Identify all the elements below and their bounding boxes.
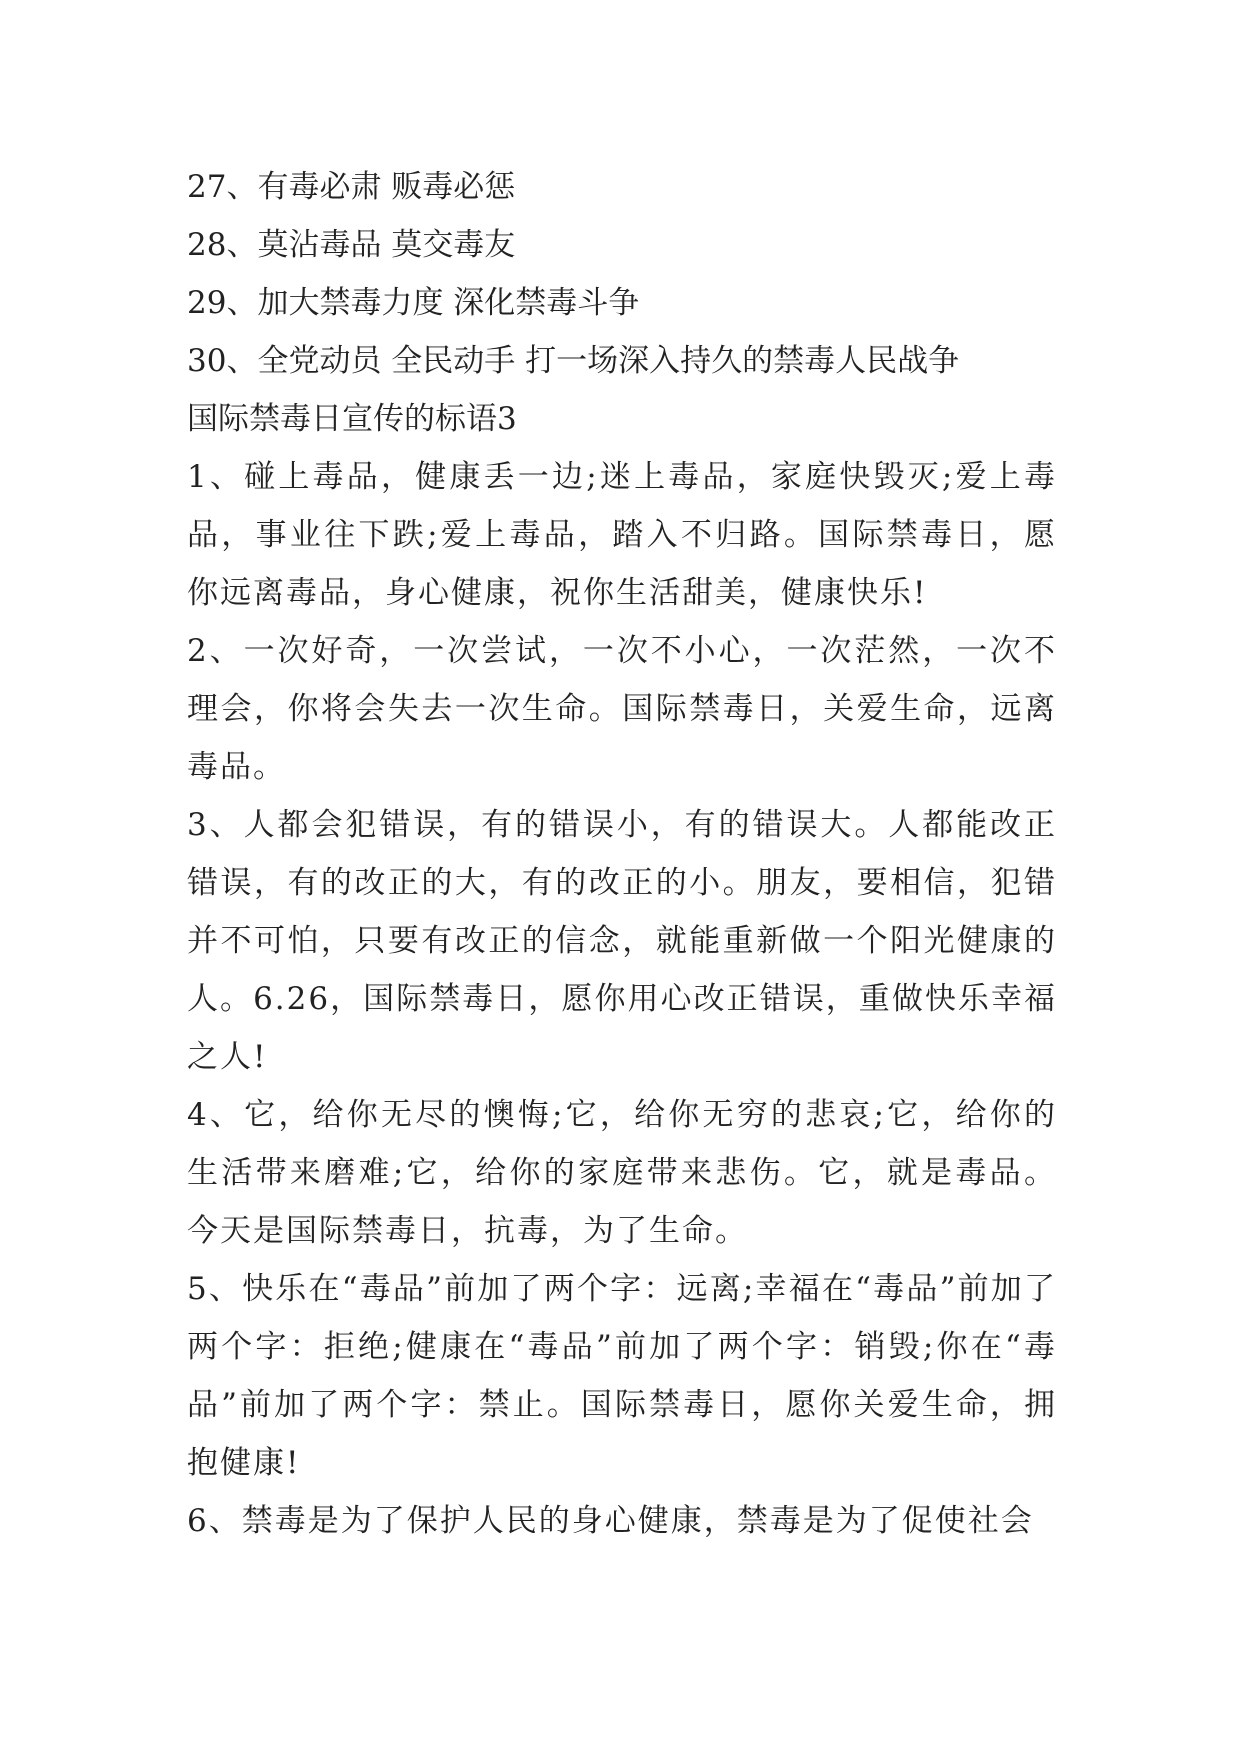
slogan-28: 28、莫沾毒品 莫交毒友 xyxy=(187,227,516,263)
paragraph-6: 6、禁毒是为了保护人民的身心健康，禁毒是为了促使社会 xyxy=(187,1503,1034,1539)
paragraph-5: 5、快乐在“毒品”前加了两个字：远离;幸福在“毒品”前加了两个字：拒绝;健康在“毒品”前加了两个字：销毁;你在“毒品”前加了两个字：禁止。国际禁毒日，愿你关爱生命，拥抱健康! xyxy=(187,1271,1057,1481)
paragraph-1: 1、碰上毒品，健康丢一边;迷上毒品，家庭快毁灭;爱上毒品，事业往下跌;爱上毒品，踏入不归路。国际禁毒日，愿你远离毒品，身心健康，祝你生活甜美，健康快乐! xyxy=(187,459,1057,611)
paragraph-2: 2、一次好奇，一次尝试，一次不小心，一次茫然，一次不理会，你将会失去一次生命。国际禁毒日，关爱生命，远离毒品。 xyxy=(187,633,1057,785)
document-page xyxy=(187,158,1057,1550)
paragraph-4: 4、它，给你无尽的懊悔;它，给你无穷的悲哀;它，给你的生活带来磨难;它，给你的家庭带来悲伤。它，就是毒品。今天是国际禁毒日，抗毒，为了生命。 xyxy=(187,1097,1057,1249)
slogan-30: 30、全党动员 全民动手 打一场深入持久的禁毒人民战争 xyxy=(187,343,960,379)
paragraph-3: 3、人都会犯错误，有的错误小，有的错误大。人都能改正错误，有的改正的大，有的改正的小。朋友，要相信，犯错并不可怕，只要有改正的信念，就能重新做一个阳光健康的人。6.26，国际禁毒日，愿你用心改正错误，重做快乐幸福之人! xyxy=(187,807,1057,1075)
slogan-29: 29、加大禁毒力度 深化禁毒斗争 xyxy=(187,285,640,321)
section-title: 国际禁毒日宣传的标语3 xyxy=(187,401,517,437)
slogan-27: 27、有毒必肃 贩毒必惩 xyxy=(187,169,516,205)
